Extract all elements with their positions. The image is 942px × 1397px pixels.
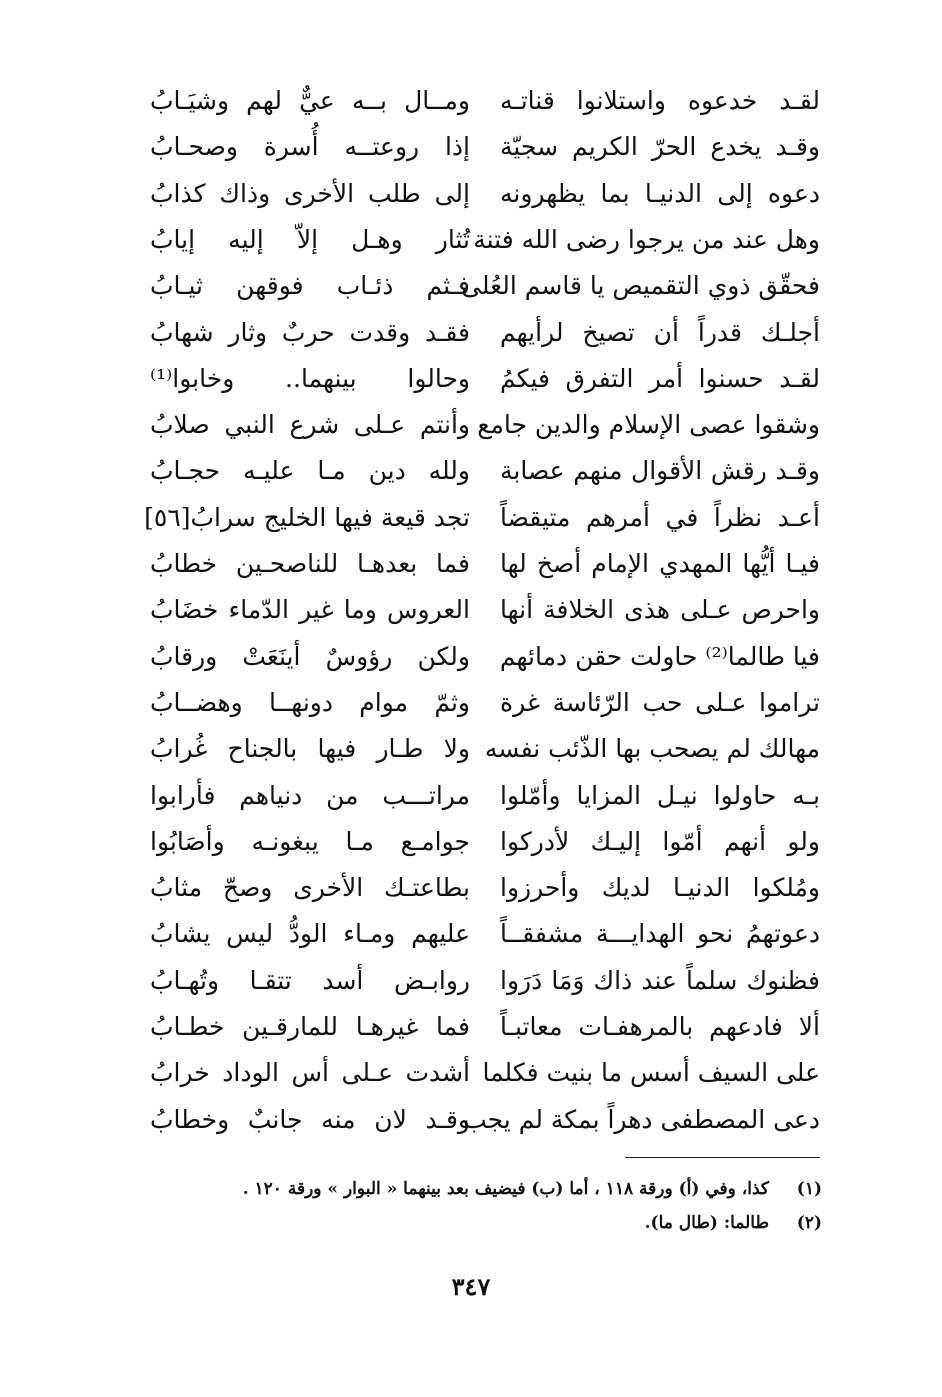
footnote-1 [122, 1174, 822, 1204]
verse-first-hemistich: بـه حاولوا نيـل المزايا وأمّلوا [500, 780, 820, 810]
verse-second-hemistich: وثمّ موام دونهــا وهضــابُ [150, 687, 470, 717]
verse [150, 865, 820, 911]
footnote-number: (١) [796, 1179, 822, 1199]
verse [150, 680, 820, 726]
verse [150, 124, 820, 170]
verse-second-hemistich: فما بعدهـا للناصحـين خطابُ [150, 549, 470, 578]
verse-second-hemistich: فما غيرهـا للمارقـين خطـابُ [150, 1012, 470, 1041]
verse-first-hemistich: واحرص عـلى هذى الخلافة أنها [500, 595, 820, 625]
verse-first-hemistich: وهل عند من يرجوا رضى الله فتنة [473, 224, 820, 254]
verse-first-hemistich: وقـد رقش الأقوال منهم عصابة [500, 456, 820, 486]
footnote-number: (٢) [796, 1213, 822, 1233]
verse-first-hemistich: فظنوك سلماً عند ذاك وَمَا دَرَوا [500, 965, 820, 995]
verse [150, 171, 820, 217]
verse-second-hemistich: ولله دين مـا عليـه حجـابُ [150, 456, 470, 486]
verse-first-hemistich: أجلـك قدراً أن تصيخ لرأيهم [500, 317, 820, 347]
verse [150, 310, 820, 356]
verse-second-hemistich: فقـد وقدت حربٌ وثار شهابُ [150, 317, 470, 347]
verse-second-hemistich: ومــال بــه عيٌّ لهم وشيَـابُ [150, 86, 470, 115]
verse [150, 1097, 820, 1143]
verse [150, 541, 820, 587]
verse-first-hemistich: فحقّق ذوي التقميص يا قاسم العُلى [461, 271, 820, 301]
verse [150, 911, 820, 957]
verse [150, 587, 820, 633]
verse-second-hemistich: بطاعتـك الأخرى وصحّ مثابُ [150, 873, 470, 903]
verse [150, 356, 820, 402]
verse-first-hemistich: ألا فادعهم بالمرهفـات معاتبـاً [500, 1012, 820, 1041]
verse-second-hemistich: تجد قيعة فيها الخليج سرابُ[٥٦] [144, 502, 470, 532]
verse-second-hemistich: ولا طـار فيها بالجناح غُرابُ [150, 734, 470, 764]
verse-first-hemistich: ومُلكوا الدنيـا لديك وأحرزوا [500, 873, 820, 903]
verse-first-hemistich: أعـد نظراً في أمرهم متيقضاً [500, 502, 820, 532]
verse [150, 263, 820, 309]
verse-second-hemistich: عليهم ومـاء الودُّ ليس يشابُ [150, 919, 470, 949]
verse-first-hemistich: على السيف أسس ما بنيت فكلما [482, 1058, 820, 1088]
verse [150, 448, 820, 494]
verse-first-hemistich: ولو أنهم أمّوا إليـك لأدركوا [500, 826, 820, 856]
verse [150, 1050, 820, 1096]
verse [150, 1004, 820, 1050]
page-number: ٣٤٧ [451, 1272, 491, 1301]
verse [150, 402, 820, 448]
verse-second-hemistich: فـثم ذئـاب فوقهن ثيـابُ [150, 271, 470, 301]
verse-first-hemistich: مهالك لم يصحب بها الذّئب نفسه [484, 734, 820, 764]
verse [144, 495, 820, 541]
verse-first-hemistich: لقـد حسنوا أمر التفرق فيكمُ [500, 363, 820, 393]
verse [150, 217, 820, 263]
verse-second-hemistich: إلى طلب الأخرى وذاك كذابُ [150, 178, 470, 208]
verse-second-hemistich: مراتـــب من دنياهم فأرابوا [150, 780, 470, 810]
footnote-2 [122, 1208, 822, 1238]
verse-first-hemistich: دعوه إلى الدنيـا بما يظهرونه [500, 178, 820, 208]
footnote-text: كذا، وفي (أ) ورقة ١١٨ ، أما (ب) فيضيف بعد بينهما « البوار » ورقة ١٢٠ . [242, 1179, 769, 1199]
verse-first-hemistich: وشقوا عصى الإسلام والدين جامع [477, 410, 820, 440]
footnote-separator [625, 1157, 820, 1158]
verse-first-hemistich: دعوتهمُ نحو الهدايـــة مشفقــاً [500, 919, 820, 949]
verse-second-hemistich: وأنتم عـلى شرع النبي صلابُ [150, 410, 470, 440]
verse-second-hemistich: وقـد لان منه جانبٌ وخطابُ [150, 1104, 470, 1134]
verse-first-hemistich: فيا طالما⁽²⁾ حاولت حقن دمائهم [499, 641, 820, 671]
footnote-text: طالما: (طال ما). [644, 1213, 769, 1233]
verse-second-hemistich: تُثار وهـل إلاّ إليه إيابُ [150, 224, 470, 254]
verse-second-hemistich: روابـض أسد تتقـا وتُهـابُ [150, 965, 470, 995]
verse-first-hemistich: دعى المصطفى دهراً بمكة لم يجب [463, 1104, 820, 1134]
verse-second-hemistich: أشدت عـلى أس الوداد خرابُ [150, 1058, 470, 1088]
verse [150, 958, 820, 1004]
verse-second-hemistich: وحالوا بينهما.. وخابوا⁽¹⁾ [150, 363, 470, 393]
verse-first-hemistich: تراموا عـلى حب الرّئاسة غرة [500, 687, 820, 717]
verse-second-hemistich: ولكن رؤوسٌ أينَعَتْ ورقابُ [150, 641, 470, 671]
verse-second-hemistich: جوامـع مـا يبغونـه وأصَابُوا [150, 826, 470, 856]
verse-first-hemistich: فيـا أيُّها المهدي الإمام أصخ لها [500, 549, 820, 578]
verse-first-hemistich: وقـد يخدع الحرّ الكريم سجيّة [500, 132, 820, 162]
verse-second-hemistich: العروس وما غير الدّماء خضَابُ [150, 595, 470, 625]
verse-second-hemistich: إذا روعتــه أُسرة وصحـابُ [150, 132, 470, 162]
verse [150, 726, 820, 772]
verse [150, 773, 820, 819]
verse-first-hemistich: لقـد خدعوه واستلانوا قناتـه [500, 86, 820, 115]
poem [144, 78, 820, 1143]
verse [150, 819, 820, 865]
verse [150, 634, 820, 680]
verse [150, 78, 820, 124]
